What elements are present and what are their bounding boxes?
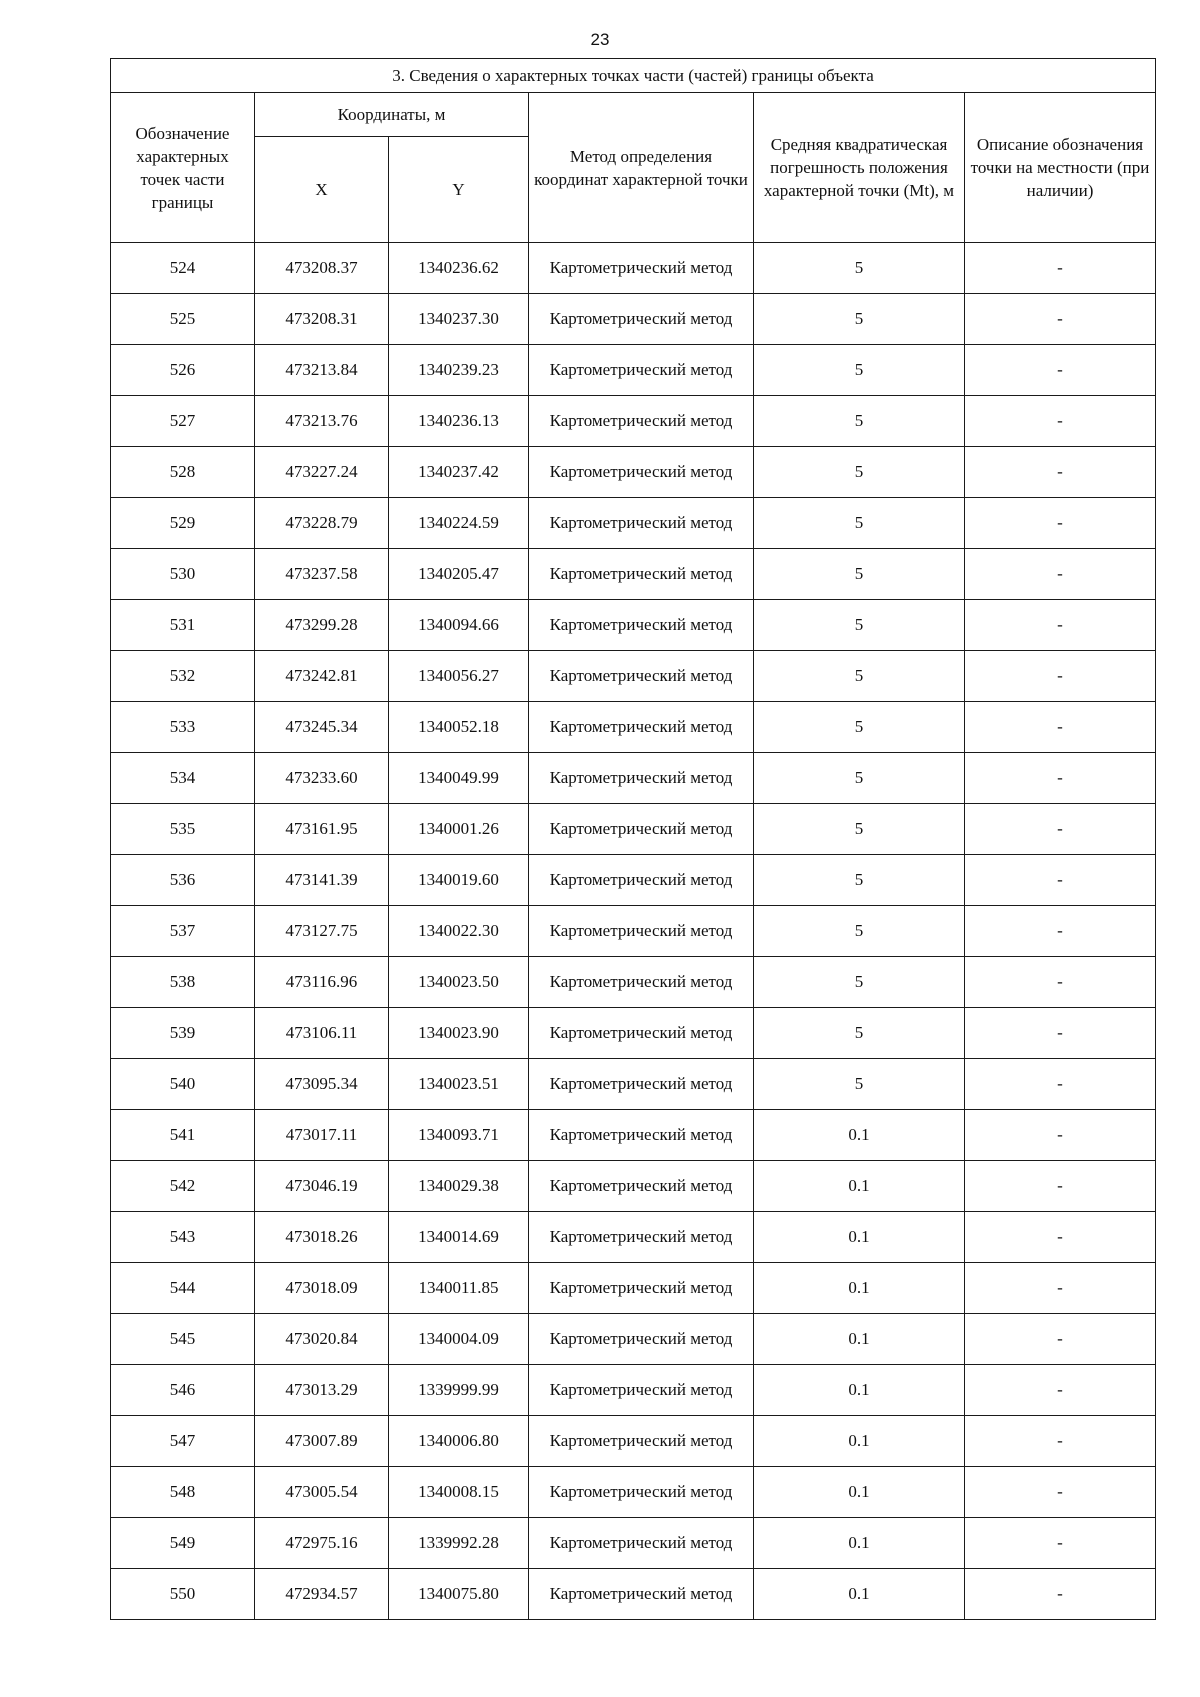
cell-error: 5 [754, 906, 965, 957]
table-row [111, 498, 1156, 549]
cell-error: 5 [754, 702, 965, 753]
cell-method: Картометрический метод [529, 294, 754, 345]
cell-description: - [965, 1263, 1156, 1314]
table-row [111, 753, 1156, 804]
table-row [111, 1365, 1156, 1416]
cell-error: 5 [754, 804, 965, 855]
cell-x: 473017.11 [255, 1110, 389, 1161]
cell-point: 535 [111, 804, 255, 855]
cell-description: - [965, 1416, 1156, 1467]
cell-y: 1340237.30 [389, 294, 529, 345]
header-point: Обозначение характерных точек части границы [111, 93, 255, 243]
table-row [111, 1569, 1156, 1620]
cell-description: - [965, 1314, 1156, 1365]
cell-x: 473213.76 [255, 396, 389, 447]
cell-description: - [965, 753, 1156, 804]
cell-description: - [965, 702, 1156, 753]
cell-y: 1340239.23 [389, 345, 529, 396]
cell-error: 5 [754, 855, 965, 906]
cell-description: - [965, 957, 1156, 1008]
cell-method: Картометрический метод [529, 396, 754, 447]
cell-error: 0.1 [754, 1518, 965, 1569]
cell-x: 473018.09 [255, 1263, 389, 1314]
cell-y: 1339992.28 [389, 1518, 529, 1569]
cell-error: 0.1 [754, 1212, 965, 1263]
cell-x: 473245.34 [255, 702, 389, 753]
cell-description: - [965, 1059, 1156, 1110]
table-row [111, 1212, 1156, 1263]
cell-point: 546 [111, 1365, 255, 1416]
cell-error: 5 [754, 345, 965, 396]
cell-y: 1340019.60 [389, 855, 529, 906]
table-row [111, 243, 1156, 294]
cell-y: 1340029.38 [389, 1161, 529, 1212]
table-row [111, 957, 1156, 1008]
cell-y: 1340011.85 [389, 1263, 529, 1314]
table-row [111, 702, 1156, 753]
cell-point: 545 [111, 1314, 255, 1365]
cell-error: 5 [754, 498, 965, 549]
cell-method: Картометрический метод [529, 651, 754, 702]
header-x: X [255, 137, 389, 243]
cell-method: Картометрический метод [529, 1008, 754, 1059]
cell-description: - [965, 447, 1156, 498]
cell-point: 540 [111, 1059, 255, 1110]
cell-error: 0.1 [754, 1263, 965, 1314]
cell-method: Картометрический метод [529, 702, 754, 753]
cell-error: 5 [754, 1059, 965, 1110]
cell-description: - [965, 1110, 1156, 1161]
cell-x: 473299.28 [255, 600, 389, 651]
page-number: 23 [590, 30, 610, 49]
cell-y: 1340023.51 [389, 1059, 529, 1110]
cell-method: Картометрический метод [529, 1467, 754, 1518]
cell-error: 5 [754, 753, 965, 804]
cell-x: 473018.26 [255, 1212, 389, 1263]
cell-description: - [965, 345, 1156, 396]
cell-point: 541 [111, 1110, 255, 1161]
cell-method: Картометрический метод [529, 1365, 754, 1416]
cell-description: - [965, 396, 1156, 447]
characteristic-points-table [110, 58, 1156, 1620]
cell-description: - [965, 651, 1156, 702]
cell-description: - [965, 1365, 1156, 1416]
cell-x: 473127.75 [255, 906, 389, 957]
cell-x: 473237.58 [255, 549, 389, 600]
cell-point: 550 [111, 1569, 255, 1620]
table-row [111, 396, 1156, 447]
cell-y: 1340094.66 [389, 600, 529, 651]
cell-point: 525 [111, 294, 255, 345]
cell-point: 533 [111, 702, 255, 753]
cell-method: Картометрический метод [529, 243, 754, 294]
cell-method: Картометрический метод [529, 1110, 754, 1161]
cell-point: 547 [111, 1416, 255, 1467]
cell-point: 538 [111, 957, 255, 1008]
cell-point: 544 [111, 1263, 255, 1314]
cell-y: 1340004.09 [389, 1314, 529, 1365]
cell-point: 536 [111, 855, 255, 906]
cell-description: - [965, 1518, 1156, 1569]
cell-x: 473208.37 [255, 243, 389, 294]
cell-x: 473020.84 [255, 1314, 389, 1365]
cell-error: 0.1 [754, 1161, 965, 1212]
cell-point: 529 [111, 498, 255, 549]
cell-x: 473242.81 [255, 651, 389, 702]
cell-method: Картометрический метод [529, 447, 754, 498]
cell-description: - [965, 1569, 1156, 1620]
cell-method: Картометрический метод [529, 804, 754, 855]
cell-description: - [965, 804, 1156, 855]
cell-method: Картометрический метод [529, 1314, 754, 1365]
table-row [111, 447, 1156, 498]
cell-y: 1340001.26 [389, 804, 529, 855]
cell-description: - [965, 1467, 1156, 1518]
cell-x: 473213.84 [255, 345, 389, 396]
table-row [111, 1110, 1156, 1161]
cell-description: - [965, 1008, 1156, 1059]
header-coordinates: Координаты, м [255, 93, 529, 137]
cell-point: 526 [111, 345, 255, 396]
cell-x: 473007.89 [255, 1416, 389, 1467]
cell-y: 1340049.99 [389, 753, 529, 804]
cell-y: 1339999.99 [389, 1365, 529, 1416]
cell-error: 5 [754, 651, 965, 702]
cell-point: 532 [111, 651, 255, 702]
cell-y: 1340237.42 [389, 447, 529, 498]
cell-x: 473141.39 [255, 855, 389, 906]
table-row [111, 1059, 1156, 1110]
header-y: Y [389, 137, 529, 243]
cell-description: - [965, 1161, 1156, 1212]
cell-method: Картометрический метод [529, 1569, 754, 1620]
cell-x: 473013.29 [255, 1365, 389, 1416]
cell-description: - [965, 243, 1156, 294]
cell-description: - [965, 498, 1156, 549]
cell-x: 473005.54 [255, 1467, 389, 1518]
cell-x: 473208.31 [255, 294, 389, 345]
cell-x: 473233.60 [255, 753, 389, 804]
table-row [111, 1518, 1156, 1569]
table-row [111, 600, 1156, 651]
cell-y: 1340014.69 [389, 1212, 529, 1263]
cell-method: Картометрический метод [529, 345, 754, 396]
cell-x: 472975.16 [255, 1518, 389, 1569]
cell-error: 0.1 [754, 1569, 965, 1620]
cell-x: 473228.79 [255, 498, 389, 549]
table-body [111, 243, 1156, 1620]
header-error: Средняя квадратическая погрешность положения характерной точки (Mt), м [754, 93, 965, 243]
cell-y: 1340023.90 [389, 1008, 529, 1059]
cell-method: Картометрический метод [529, 1059, 754, 1110]
cell-description: - [965, 549, 1156, 600]
cell-error: 5 [754, 600, 965, 651]
table-row [111, 549, 1156, 600]
table-row [111, 855, 1156, 906]
cell-x: 473095.34 [255, 1059, 389, 1110]
table-row [111, 345, 1156, 396]
cell-point: 534 [111, 753, 255, 804]
cell-description: - [965, 1212, 1156, 1263]
table-title-row [111, 59, 1156, 93]
cell-y: 1340056.27 [389, 651, 529, 702]
cell-point: 549 [111, 1518, 255, 1569]
cell-x: 473106.11 [255, 1008, 389, 1059]
cell-method: Картометрический метод [529, 906, 754, 957]
cell-point: 542 [111, 1161, 255, 1212]
cell-y: 1340236.13 [389, 396, 529, 447]
table-row [111, 906, 1156, 957]
cell-description: - [965, 600, 1156, 651]
cell-method: Картометрический метод [529, 1518, 754, 1569]
cell-method: Картометрический метод [529, 1161, 754, 1212]
cell-description: - [965, 906, 1156, 957]
table-row [111, 1314, 1156, 1365]
cell-x: 473046.19 [255, 1161, 389, 1212]
cell-method: Картометрический метод [529, 1212, 754, 1263]
cell-x: 473227.24 [255, 447, 389, 498]
cell-point: 543 [111, 1212, 255, 1263]
cell-point: 548 [111, 1467, 255, 1518]
cell-method: Картометрический метод [529, 498, 754, 549]
header-method: Метод определения координат характерной точки [529, 93, 754, 243]
cell-method: Картометрический метод [529, 753, 754, 804]
cell-y: 1340205.47 [389, 549, 529, 600]
cell-point: 539 [111, 1008, 255, 1059]
cell-y: 1340006.80 [389, 1416, 529, 1467]
cell-error: 0.1 [754, 1314, 965, 1365]
table-row [111, 294, 1156, 345]
table-row [111, 1467, 1156, 1518]
cell-method: Картометрический метод [529, 957, 754, 1008]
cell-error: 0.1 [754, 1365, 965, 1416]
cell-error: 5 [754, 549, 965, 600]
cell-point: 531 [111, 600, 255, 651]
cell-error: 5 [754, 243, 965, 294]
cell-x: 472934.57 [255, 1569, 389, 1620]
cell-method: Картометрический метод [529, 600, 754, 651]
cell-y: 1340008.15 [389, 1467, 529, 1518]
cell-method: Картометрический метод [529, 1263, 754, 1314]
table-row [111, 804, 1156, 855]
header-description: Описание обозначения точки на местности (при наличии) [965, 93, 1156, 243]
cell-x: 473161.95 [255, 804, 389, 855]
cell-description: - [965, 855, 1156, 906]
cell-x: 473116.96 [255, 957, 389, 1008]
cell-y: 1340022.30 [389, 906, 529, 957]
cell-method: Картометрический метод [529, 855, 754, 906]
cell-y: 1340236.62 [389, 243, 529, 294]
cell-point: 524 [111, 243, 255, 294]
cell-error: 5 [754, 957, 965, 1008]
table-row [111, 1161, 1156, 1212]
table-row [111, 651, 1156, 702]
cell-error: 5 [754, 396, 965, 447]
cell-y: 1340093.71 [389, 1110, 529, 1161]
cell-error: 0.1 [754, 1467, 965, 1518]
cell-error: 5 [754, 1008, 965, 1059]
cell-y: 1340224.59 [389, 498, 529, 549]
cell-error: 5 [754, 294, 965, 345]
cell-y: 1340023.50 [389, 957, 529, 1008]
cell-y: 1340075.80 [389, 1569, 529, 1620]
table-title: 3. Сведения о характерных точках части (частей) границы объекта [111, 59, 1156, 93]
cell-error: 0.1 [754, 1416, 965, 1467]
table-row [111, 1416, 1156, 1467]
cell-description: - [965, 294, 1156, 345]
table-header-row [111, 93, 1156, 137]
cell-y: 1340052.18 [389, 702, 529, 753]
cell-method: Картометрический метод [529, 549, 754, 600]
cell-error: 0.1 [754, 1110, 965, 1161]
cell-point: 530 [111, 549, 255, 600]
cell-point: 528 [111, 447, 255, 498]
cell-point: 527 [111, 396, 255, 447]
table-row [111, 1008, 1156, 1059]
cell-point: 537 [111, 906, 255, 957]
table-row [111, 1263, 1156, 1314]
cell-method: Картометрический метод [529, 1416, 754, 1467]
cell-error: 5 [754, 447, 965, 498]
